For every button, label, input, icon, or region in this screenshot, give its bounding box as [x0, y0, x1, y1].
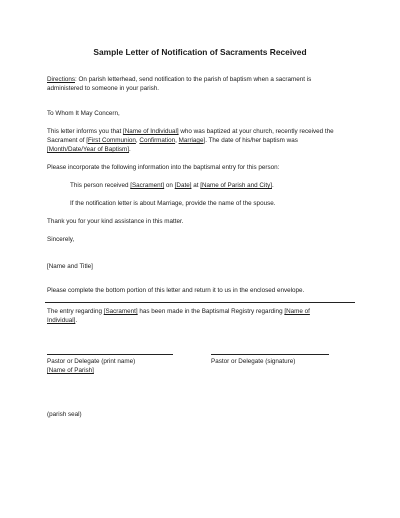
directions-label: Directions — [47, 76, 75, 83]
return-note: Please complete the bottom portion of this letter and return it to us in the enclosed envelope. — [47, 287, 305, 294]
date-field: [Date] — [174, 182, 192, 189]
name-of-individual-field: [Name of Individual] — [122, 128, 179, 135]
parish-name-field: [Name of Parish] — [47, 367, 94, 374]
para2: Please incorporate the following information into the baptismal entry for this person: — [47, 164, 280, 171]
para1-line-3: [Month/Date/Year of Baptism]. — [47, 146, 131, 153]
entry-line-1: The entry regarding [Sacrament] has been made in the Baptismal Registry regarding [Name of — [47, 308, 310, 315]
first-communion-option: First Communion — [87, 137, 136, 144]
signature-label: Pastor or Delegate (signature) — [211, 358, 296, 365]
confirmation-option: Confirmation — [139, 137, 176, 144]
print-name-signature-line — [47, 354, 173, 355]
thanks-line: Thank you for your kind assistance in this matter. — [47, 218, 184, 225]
entry-sacrament-field: [Sacrament] — [103, 308, 138, 315]
entry-line-2: Individual]. — [47, 317, 78, 324]
document-title: Sample Letter of Notification of Sacraments Received — [93, 47, 307, 57]
entry-name-field-part1: [Name of — [284, 308, 310, 315]
para1-line-2: Sacrament of [First Communion, Confirmation, Marriage]. The date of his/her baptism was — [47, 137, 298, 144]
marriage-note: If the notification letter is about Marriage, provide the name of the spouse. — [70, 200, 276, 207]
parish-city-field: [Name of Parish and City] — [200, 182, 272, 189]
directions-line-1: Directions: On parish letterhead, send notification to the parish of baptism when a sacrament is — [47, 76, 312, 83]
received-line: This person received [Sacrament] on [Date] at [Name of Parish and City]. — [70, 182, 274, 189]
section-divider — [45, 302, 355, 303]
baptism-date-field: [Month/Date/Year of Baptism] — [47, 146, 130, 153]
directions-line-2: administered to someone in your parish. — [47, 85, 160, 92]
name-and-title: [Name and Title] — [47, 263, 93, 270]
signature-line — [211, 354, 329, 355]
entry-name-field-part2: Individual] — [47, 317, 76, 324]
closing-line: Sincerely, — [47, 236, 75, 243]
salutation: To Whom It May Concern, — [47, 110, 120, 117]
sacrament-field: [Sacrament] — [130, 182, 165, 189]
parish-seal: (parish seal) — [47, 411, 82, 418]
print-name-label: Pastor or Delegate (print name) — [47, 358, 136, 365]
marriage-option: Marriage — [178, 137, 204, 144]
para1-line-1: This letter informs you that [Name of Individual] who was baptized at your church, recently received the — [47, 128, 334, 135]
